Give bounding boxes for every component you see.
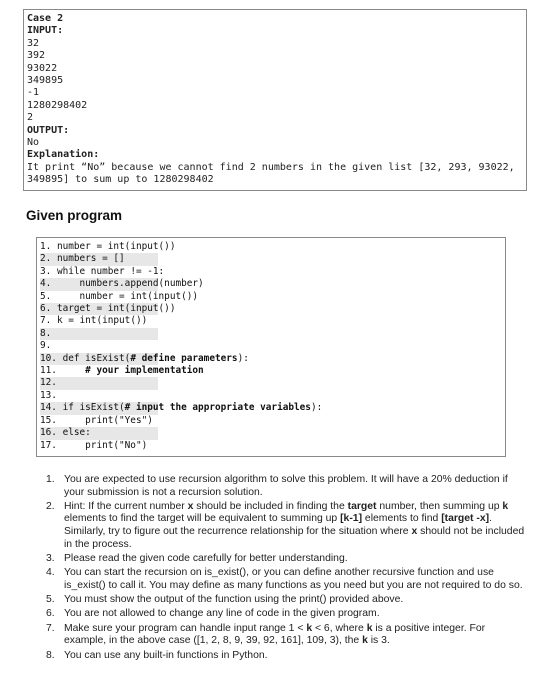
instruction-text: is 3. [367,635,390,647]
output-value: No [27,137,40,149]
item-number: 6. [46,608,55,620]
instruction-item [46,553,528,566]
test-case-box [23,9,527,191]
line-number: 4. [40,278,52,290]
item-number: 8. [46,649,55,661]
code-text: numbers = [] [51,253,125,265]
instruction-text: . Similarly, try to figure out the recurrence relationship for the situation where [64,513,492,538]
input-values [27,38,523,125]
input-value: 349895 [27,75,64,87]
line-number: 12. [40,377,57,389]
code-line [40,427,158,439]
code-text: number = int(input()) [51,290,199,302]
instruction-text: You can use any built-in functions in Python. [64,649,268,661]
line-number: 11. [40,365,57,377]
line-number: 9. [40,340,52,352]
emphasis-text: k [306,622,313,634]
code-line [40,402,323,414]
output-label: OUTPUT: [27,124,70,136]
line-number: 17. [40,439,57,451]
instruction-item [46,650,528,663]
line-number: 6. [40,303,52,315]
code-line [40,415,505,427]
code-line [40,253,158,265]
input-value: 392 [27,50,46,62]
code-text: def isExist( [56,352,131,364]
code-text: if isExist( [56,402,125,414]
instruction-text: You are not allowed to change any line of code in the given program. [64,608,380,620]
code-comment: # define parameters [130,352,238,364]
code-line [40,377,158,389]
instruction-item [46,567,528,592]
instruction-text: should not be included in the process. [64,526,525,550]
code-text: while number != -1: [51,265,165,277]
code-line [40,303,176,315]
code-line [40,278,204,290]
line-number: 16. [40,427,57,439]
emphasis-text: x [187,500,194,512]
emphasis-text: [k-1] [340,513,363,525]
input-value: 2 [27,112,34,124]
code-text: k = int(input()) [51,315,148,327]
code-text: target = int(input()) [51,303,176,315]
input-value: -1 [27,87,40,99]
item-number: 7. [46,622,55,634]
instruction-text: elements to find [362,513,442,525]
code-text: ): [310,402,323,414]
code-text: numbers.append(number) [51,278,204,290]
instruction-item [46,474,528,499]
code-text [57,365,85,376]
line-number: 15. [40,414,57,426]
input-label: INPUT: [27,25,64,37]
emphasis-text: k [362,635,368,647]
code-comment: # input the appropriate variables [124,402,311,414]
line-number: 13. [40,389,57,401]
instruction-text: You must show the output of the function using the print() provided above. [64,594,404,606]
code-line [40,390,505,402]
line-number: 7. [40,315,52,327]
code-line [40,241,505,253]
explanation-text: It print “No” because we cannot find 2 numbers in the given list [32, 293, 93022, 349895] to sum up to 1280298402 [27,161,515,186]
code-line [40,266,505,278]
instruction-text: is a positive integer. For example, in the above case ([1, 2, 8, 9, 39, 92, 161], 109, 3), the [64,622,486,647]
code-text: print("Yes") [56,414,153,426]
code-line [40,365,505,377]
item-number: 5. [46,594,55,606]
instruction-text: You are expected to use recursion algorithm to solve this problem. It will have a 20% deduction if your submission is not a recursion solution. [64,474,508,498]
input-value: 1280298402 [27,99,88,111]
line-number: 3. [40,265,52,277]
instruction-item [46,608,528,621]
code-line [40,291,505,303]
emphasis-text: x [411,526,418,538]
input-value: 32 [27,37,40,49]
instruction-text: Please read the given code carefully for better understanding. [64,552,348,564]
code-line [40,352,249,365]
emphasis-text: [target -x] [441,513,490,525]
code-line [40,315,505,327]
emphasis-text: target [347,500,377,512]
line-number: 10. [40,352,57,364]
code-line [40,440,505,452]
code-text: else: [56,427,91,439]
instruction-text: Hint: If the current number [64,500,188,512]
case-title: Case 2 [27,13,64,24]
code-line [40,340,505,352]
line-number: 1. [40,241,52,252]
explanation-label: Explanation: [27,149,100,161]
instruction-text: elements to find the target will be equivalent to summing up [64,513,341,525]
code-text: print("No") [56,439,148,451]
instruction-text: number, then summing up [376,500,503,512]
instruction-text: < 6, where [312,622,367,634]
instruction-item [46,594,528,607]
instructions-list [46,474,528,664]
emphasis-text: k [502,500,509,512]
code-listing [36,237,506,457]
line-number: 5. [40,290,52,302]
instruction-text: You can start the recursion on is_exist(), or you can define another recursive function and use is_exist() to call it. You may define as many functions as you need but you are not required to do so. [64,567,523,591]
code-line [40,328,158,340]
item-number: 2. [46,500,55,512]
line-number: 8. [40,327,52,339]
instruction-item [46,501,528,551]
instruction-item [46,623,528,648]
line-number: 14. [40,402,57,414]
instruction-text: should be included in finding the [193,500,348,512]
code-comment: # your implementation [85,365,204,377]
code-text: number = int(input()) [51,241,176,252]
item-number: 4. [46,567,55,579]
section-title: Given program [26,208,123,223]
emphasis-text: k [366,622,373,634]
code-text: ): [237,352,249,364]
input-value: 93022 [27,62,58,74]
instruction-text: Make sure your program can handle input range 1 < [64,622,307,634]
item-number: 3. [46,552,55,564]
line-number: 2. [40,253,52,265]
item-number: 1. [46,474,55,485]
